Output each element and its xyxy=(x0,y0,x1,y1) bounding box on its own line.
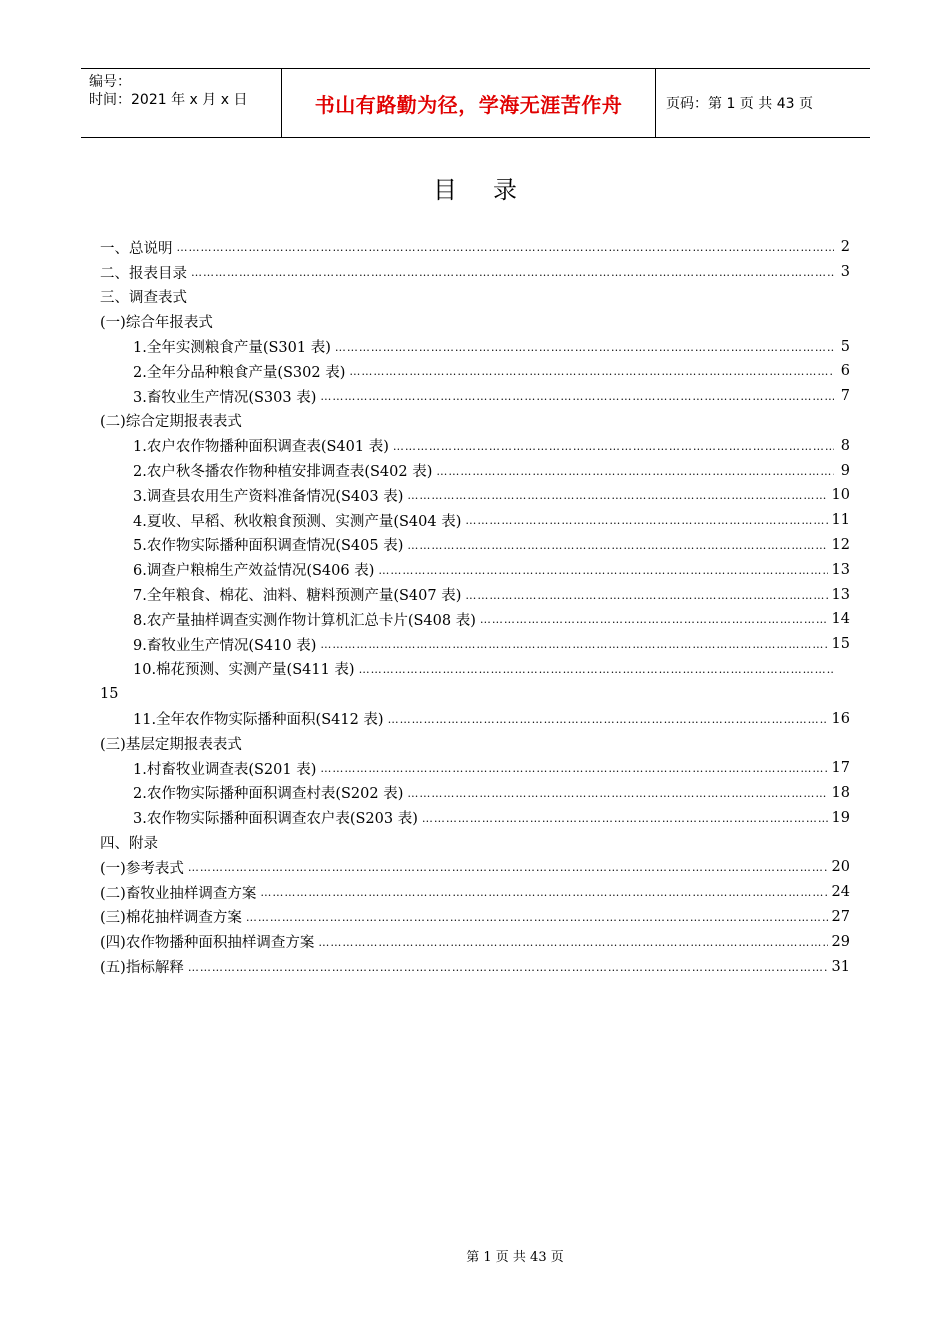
toc-entry-title: (三)棉花抽样调查方案 xyxy=(100,910,242,927)
toc-leader-dots xyxy=(260,884,827,900)
toc-entry[interactable] xyxy=(100,260,850,285)
toc-entry-title: 5.农作物实际播种面积调查情况(S405 表) xyxy=(133,538,404,555)
toc-entry-title: 2.农户秋冬播农作物种植安排调查表(S402 表) xyxy=(133,464,433,481)
toc-entry-page: 2 xyxy=(840,239,850,256)
toc-entry[interactable] xyxy=(100,756,850,781)
toc-entry-page: 7 xyxy=(840,388,850,405)
toc-entry[interactable] xyxy=(100,285,850,310)
toc-leader-dots xyxy=(480,611,828,627)
toc-entry[interactable] xyxy=(100,433,850,458)
toc-entry[interactable] xyxy=(100,929,850,954)
toc-entry[interactable] xyxy=(100,657,850,682)
toc-leader-dots xyxy=(191,264,834,280)
toc-entry-title: (一)综合年报表式 xyxy=(100,315,213,332)
toc-leader-dots xyxy=(349,363,834,379)
toc-leader-dots xyxy=(436,463,834,479)
toc-leader-dots xyxy=(359,661,834,677)
toc-entry-page: 13 xyxy=(831,586,850,603)
toc-entry-page: 24 xyxy=(831,884,850,901)
header-motto: 书山有路勤为径，学海无涯苦作舟 xyxy=(314,92,623,117)
toc-entry[interactable] xyxy=(100,632,850,657)
toc-leader-dots xyxy=(246,909,828,925)
toc-entry-title: 10.棉花预测、实测产量(S411 表) xyxy=(133,662,355,679)
toc-entry-title: 一、总说明 xyxy=(100,240,173,257)
toc-entry-title: 4.夏收、早稻、秋收粮食预测、实测产量(S404 表) xyxy=(133,513,462,530)
toc-leader-dots xyxy=(318,934,827,950)
toc-entry-title: 四、附录 xyxy=(100,836,158,853)
toc-leader-dots xyxy=(188,859,828,875)
toc-entry[interactable] xyxy=(100,235,850,260)
toc-entry[interactable] xyxy=(100,409,850,434)
toc-entry-title: 6.调查户粮棉生产效益情况(S406 表) xyxy=(133,563,375,580)
toc-entry-title: 1.农户农作物播种面积调查表(S401 表) xyxy=(133,439,389,456)
toc-entry-page: 6 xyxy=(840,363,850,380)
toc-leader-dots xyxy=(188,959,828,975)
toc-entry[interactable] xyxy=(100,731,850,756)
toc-entry-page: 3 xyxy=(840,264,850,281)
toc-entry-title: 二、报表目录 xyxy=(100,265,187,282)
toc-entry[interactable] xyxy=(100,582,850,607)
toc-entry-title: 1.全年实测粮食产量(S301 表) xyxy=(133,340,331,357)
toc-entry[interactable] xyxy=(100,681,850,706)
toc-entry-title: 7.全年粮食、棉花、油料、糖料预测产量(S407 表) xyxy=(133,588,462,605)
toc-entry[interactable] xyxy=(100,905,850,930)
toc-entry-page: 13 xyxy=(831,561,850,578)
toc-leader-dots xyxy=(320,760,827,776)
page-header xyxy=(81,68,870,138)
header-number-label: 编号： xyxy=(89,74,131,90)
toc-leader-dots xyxy=(335,339,834,355)
toc-leader-dots xyxy=(465,587,827,603)
toc-entry[interactable] xyxy=(100,954,850,979)
page-footer: 第 1 页 共 43 页 xyxy=(466,1250,564,1265)
toc-entry-title: 三、调查表式 xyxy=(100,290,187,307)
toc-leader-dots xyxy=(422,810,828,826)
toc-entry-page: 29 xyxy=(831,933,850,950)
header-page-cell xyxy=(656,69,870,137)
toc-entry-title: (三)基层定期报表表式 xyxy=(100,736,242,753)
toc-entry-page: 16 xyxy=(831,710,850,727)
toc-entry[interactable] xyxy=(100,855,850,880)
toc-entry[interactable] xyxy=(100,880,850,905)
toc-entry-title: 3.调查县农用生产资料准备情况(S403 表) xyxy=(133,488,404,505)
toc-leader-dots xyxy=(388,711,828,727)
toc-entry-page: 14 xyxy=(831,611,850,628)
toc-entry-title: 11.全年农作物实际播种面积(S412 表) xyxy=(133,712,384,729)
toc-entry[interactable] xyxy=(100,359,850,384)
toc-entry-title: (二)畜牧业抽样调查方案 xyxy=(100,885,257,902)
toc-entry-page: 17 xyxy=(831,760,850,777)
toc-entry-title: 3.畜牧业生产情况(S303 表) xyxy=(133,389,317,406)
toc-entry[interactable] xyxy=(100,334,850,359)
toc-leader-dots xyxy=(407,537,827,553)
toc-entry[interactable] xyxy=(100,508,850,533)
toc-entry-title: (四)农作物播种面积抽样调查方案 xyxy=(100,935,315,952)
toc-entry[interactable] xyxy=(100,557,850,582)
toc-leader-dots xyxy=(378,562,827,578)
toc-entry[interactable] xyxy=(100,533,850,558)
toc-leader-dots xyxy=(407,785,827,801)
toc-entry-page: 8 xyxy=(840,437,850,454)
toc-entry-title: 15 xyxy=(100,685,119,702)
toc-entry-page: 31 xyxy=(831,958,850,975)
header-motto-cell xyxy=(281,69,656,137)
toc-entry-title: 1.村畜牧业调查表(S201 表) xyxy=(133,761,317,778)
toc-leader-dots xyxy=(407,487,827,503)
toc-entry-page: 12 xyxy=(831,536,850,553)
toc-entry-title: 3.农作物实际播种面积调查农户表(S203 表) xyxy=(133,811,418,828)
toc-leader-dots xyxy=(320,388,834,404)
toc-entry-page: 11 xyxy=(831,512,850,529)
header-page-label: 页码：第 1 页 共 43 页 xyxy=(666,96,813,112)
toc-entry-title: (五)指标解释 xyxy=(100,960,184,976)
toc-entry-title: 2.农作物实际播种面积调查村表(S202 表) xyxy=(133,786,404,803)
toc-leader-dots xyxy=(177,239,835,255)
header-meta xyxy=(81,69,281,137)
toc-entry[interactable] xyxy=(100,781,850,806)
toc-entry-page: 20 xyxy=(831,859,850,876)
toc-entry-title: 2.全年分品种粮食产量(S302 表) xyxy=(133,364,346,381)
toc-leader-dots xyxy=(465,512,827,528)
toc-entry-page: 9 xyxy=(840,462,850,479)
toc-entry-page: 27 xyxy=(831,908,850,925)
toc-entry-title: (二)综合定期报表表式 xyxy=(100,414,242,431)
toc-entry[interactable] xyxy=(100,830,850,855)
header-time-label: 时间：2021 年 x 月 x 日 xyxy=(89,92,248,108)
toc-entry[interactable] xyxy=(100,607,850,632)
toc-entry[interactable] xyxy=(100,483,850,508)
toc-entry-page: 15 xyxy=(831,636,850,653)
toc-entry-title: 8.农产量抽样调查实测作物计算机汇总卡片(S408 表) xyxy=(133,612,476,629)
table-of-contents xyxy=(100,235,850,979)
page-title: 目录 xyxy=(433,176,553,204)
toc-entry-page: 10 xyxy=(831,487,850,504)
toc-entry[interactable] xyxy=(100,458,850,483)
toc-entry-page: 19 xyxy=(831,809,850,826)
toc-entry[interactable] xyxy=(100,805,850,830)
toc-entry[interactable] xyxy=(100,309,850,334)
toc-entry-title: 9.畜牧业生产情况(S410 表) xyxy=(133,637,317,654)
toc-leader-dots xyxy=(393,438,834,454)
toc-entry-title: (一)参考表式 xyxy=(100,860,184,877)
toc-entry-page: 5 xyxy=(840,338,850,355)
toc-entry-page: 18 xyxy=(831,784,850,801)
toc-entry[interactable] xyxy=(100,384,850,409)
toc-leader-dots xyxy=(320,636,827,652)
toc-entry[interactable] xyxy=(100,706,850,731)
